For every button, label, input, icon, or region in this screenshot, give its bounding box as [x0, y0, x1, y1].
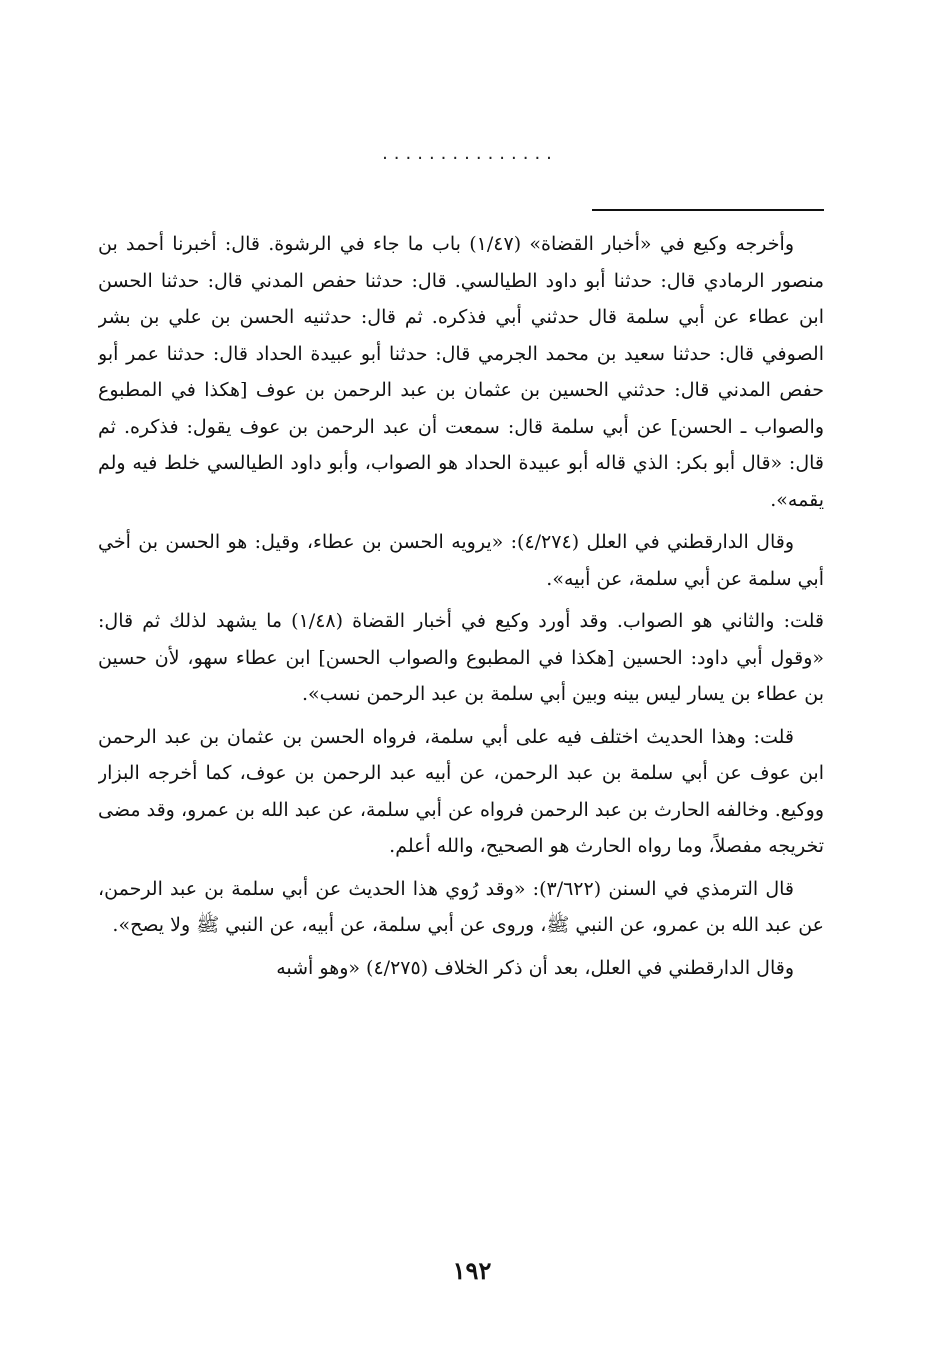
footnote-rule — [592, 209, 824, 211]
paragraph-qultu-second: قلت: والثاني هو الصواب. وقد أورد وكيع في أخبار القضاة (١/٤٨) ما يشهد لذلك ثم قال: «وقول أبي داود: الحسين [هكذا في المطبوع والصواب الحسن] ابن عطاء سهو، لأن حسين بن عطاء بن يسار ليس بينه وبين أبي سلمة بن عبد الرحمن نسب». — [98, 610, 824, 705]
paragraph-qultu-ikhtilaf: قلت: وهذا الحديث اختلف فيه على أبي سلمة، فرواه الحسن بن عثمان بن عبد الرحمن ابن عوف عن أبي سلمة بن عبد الرحمن، عن أبيه عبد الرحمن بن عوف، كما أخرجه البزار ووكيع. وخالفه الحارث بن عبد الرحمن فرواه عن أبي سلمة، عن عبد الله بن عمرو، وقد مضى تخريجه مفصلاً، وما رواه الحارث هو الصحيح، والله أعلم. — [98, 725, 824, 857]
paragraph-daraqutni-continued: وقال الدارقطني في العلل، بعد أن ذكر الخلاف (٤/٢٧٥) «وهو أشبه — [276, 956, 794, 979]
paragraph-wakee-takhrij: وأخرجه وكيع في «أخبار القضاة» (١/٤٧) باب ما جاء في الرشوة. قال: أخبرنا أحمد بن منصور الرمادي قال: حدثنا أبو داود الطيالسي. قال: حدثنا حفص المدني قال: حدثنا الحسن ابن عطاء عن أبي سلمة قال حدثني أبي فذكره. ثم قال: حدثنيه الحسن بن علي بن بشر الصوفي قال: حدثنا سعيد بن محمد الجرمي قال: حدثنا أبو عبيدة الحداد قال: حدثنا عمر أبو حفص المدني قال: حدثني الحسين بن عثمان بن عبد الرحمن بن عوف [هكذا في المطبوع والصواب ـ الحسن] عن أبي سلمة قال: سمعت أن عبد الرحمن بن عوف يقول: فذكره. ثم قال: «قال أبو بكر: الذي قاله أبو عبيدة الحداد هو الصواب، وأبو داود الطيالسي خلط فيه ولم يقمه». — [98, 233, 824, 511]
page-body — [98, 226, 824, 1241]
page-number: ١٩٢ — [452, 1256, 492, 1285]
paragraph-tirmidhi: قال الترمذي في السنن (٣/٦٢٢): «وقد رُوي هذا الحديث عن أبي سلمة بن عبد الرحمن، عن عبد الله بن عمرو، عن النبي ﷺ، وروى عن أبي سلمة، عن أبيه، عن النبي ﷺ ولا يصح». — [98, 877, 824, 936]
paragraph-daraqutni-ilal: وقال الدارقطني في العلل (٤/٢٧٤): «يرويه الحسن بن عطاء، وقيل: هو الحسن بن أخي أبي سلمة عن أبي سلمة، عن أبيه». — [98, 531, 824, 590]
dotted-separator: ............... — [382, 144, 558, 164]
